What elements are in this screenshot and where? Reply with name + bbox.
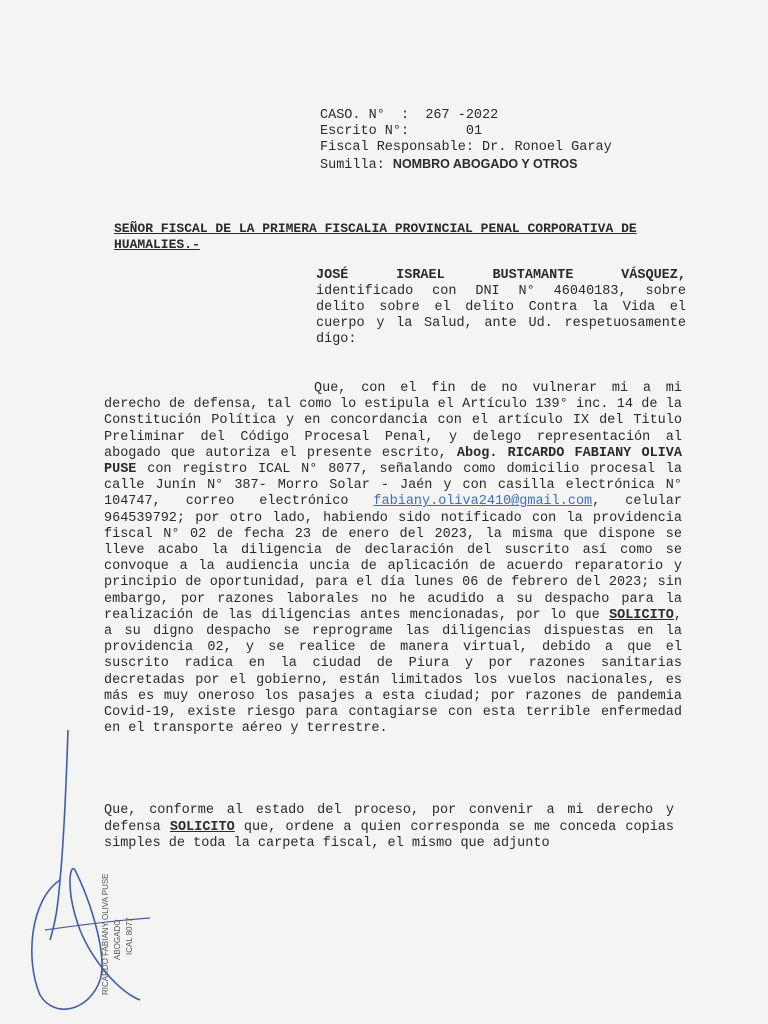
signature-loop	[32, 869, 140, 1010]
lawyer-name: Abog. RICARDO FABIANY OLIVA PUSE	[104, 445, 682, 478]
stamp-line-3: ICAL 8077	[125, 917, 134, 955]
summary-line: Sumilla: NOMBRO ABOGADO Y OTROS	[320, 157, 578, 173]
email-link[interactable]: fabiany.oliva2410@gmail.com	[373, 494, 593, 510]
intro-text: identificado con DNI N° 46040183, sobre delito sobre el delito Contra la Vida el cuerpo y la Salud, ante Ud. respetuosamente digo:	[316, 284, 686, 347]
stamp-line-1: RICARDO FABIANY OLIVA PUSE	[101, 873, 110, 995]
prosecutor-line: Fiscal Responsable: Dr. Ronoel Garay	[320, 140, 612, 155]
petitioner-name: JOSÉ ISRAEL BUSTAMANTE VÁSQUEZ,	[316, 268, 686, 283]
case-header	[320, 108, 612, 174]
intro-paragraph	[316, 268, 686, 348]
solicito-keyword-2: SOLICITO	[169, 819, 235, 835]
stamp-line-2: ABOGADO	[113, 919, 122, 960]
lawyer-stamp	[101, 873, 134, 995]
body-paragraph-2: Que, conforme al estado del proceso, por convenir a mi derecho y defensa SOLICITO que, ordene a quien corresponda se me conceda copias simples de toda la carpeta fiscal, el mismo que adjunto	[104, 803, 675, 851]
writ-number-line: Escrito N°: 01	[320, 124, 483, 139]
signature-stroke	[50, 730, 68, 940]
case-number-line: CASO. N° : 267 -2022	[320, 108, 499, 123]
solicito-keyword: SOLICITO	[609, 607, 674, 623]
signature-stamp	[20, 730, 170, 1020]
addressee-heading: SEÑOR FISCAL DE LA PRIMERA FISCALIA PROVINCIAL PENAL CORPORATIVA DE HUAMALIES.-	[114, 221, 637, 252]
signature-underline	[45, 918, 150, 930]
body-paragraph-1: Que, con el fin de no vulnerar mi a mi derecho de defensa, tal como lo estipula el Artículo 139° inc. 14 de la Constitución Política y en concordancia con el artículo IX del Titulo Preliminar del Código Procesal Penal, y delego representación al abogado que autoriza el presente escrito, Abog. RICARDO FABIANY OLIVA PUSE con registro ICAL N° 8077, señalando como domicilio procesal la calle Junín N° 387- Morro Solar - Jaén y con casilla electrónica N° 104747, correo electrónico fabiany.oliva2410@gmail.com, celular 964539792; por otro lado, habiendo sido notificado con la providencia fiscal N° 02 de fecha 23 de enero del 2023, la misma que dispone se lleve acabo la diligencia de declaración del suscrito así como se convoque a la audiencia uncia de aplicación de acuerdo reparatorio y principio de oportunidad, para el día lunes 06 de febrero del 2023; sin embargo, por razones laborales no he acudido a su despacho para la realización de las diligencias antes mencionadas, por lo que SOLICITO, a su digno despacho se reprograme las diligencias dispuestas en la providencia 02, y se realice de manera virtual, debido a que el suscrito radica en la ciudad de Piura y por razones sanitarias decretadas por el gobierno, están limitados los vuelos nacionales, es más es muy oneroso los pasajes a esta ciudad; por razones de pandemia Covid-19, existe riesgo para contagiarse con esta terrible enfermedad en el transporte aéreo y terrestre.	[104, 381, 682, 737]
